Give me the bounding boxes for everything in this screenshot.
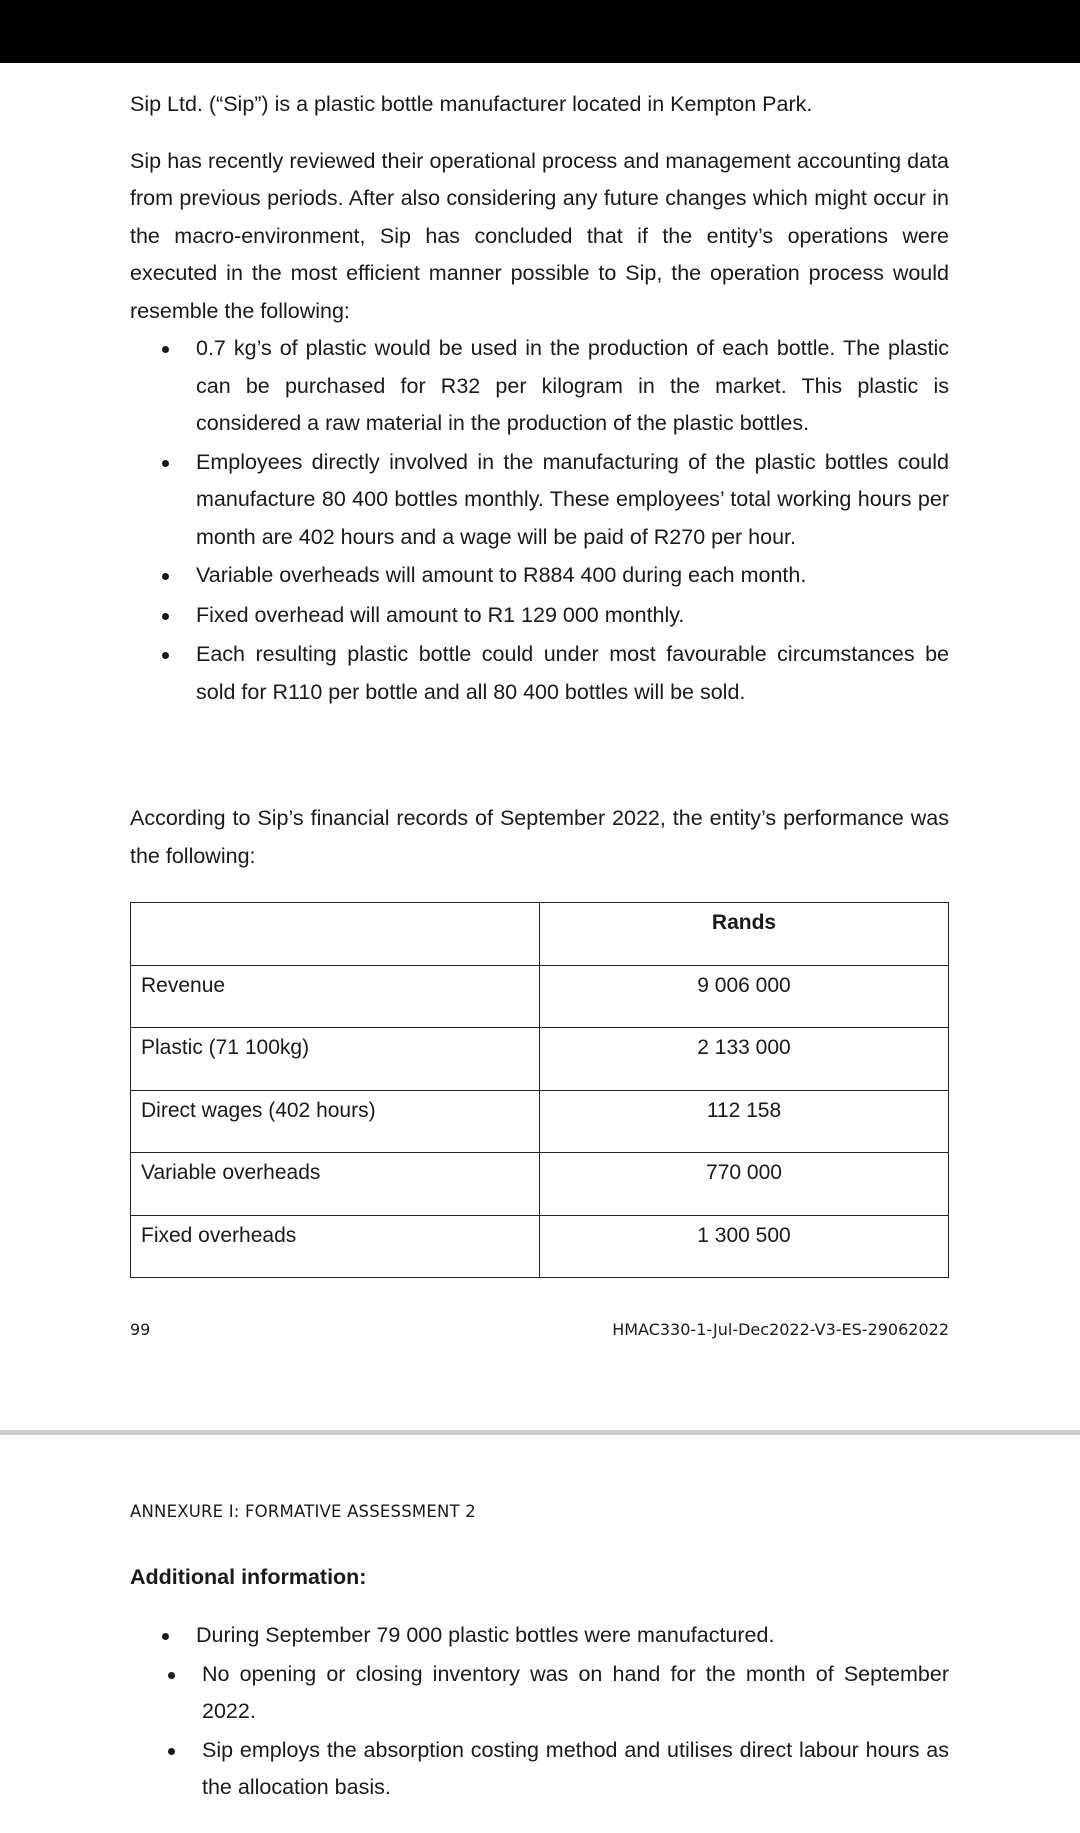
row-label: Variable overheads: [131, 1153, 540, 1216]
row-label: Fixed overheads: [131, 1215, 540, 1278]
review-paragraph: Sip has recently reviewed their operational process and management accounting data from previous periods. After also considering any future changes which might occur in the macro-environment, Sip has concluded that if the entity’s operations were executed in the most efficient manner possible to Sip, the operation process would resemble the following:: [130, 148, 949, 323]
page-divider: [0, 1430, 1080, 1435]
page-number: 99: [130, 1320, 151, 1339]
additional-information-list: [130, 1617, 949, 1808]
table-row: [131, 1090, 949, 1153]
row-label: Revenue: [131, 965, 540, 1028]
bullet-icon: [168, 1748, 175, 1755]
additional-information-heading: Additional information:: [130, 1565, 367, 1589]
list-item: Employees directly involved in the manufacturing of the plastic bottles could manufacture 80 400 bottles monthly. These employees’ total working hours per month are 402 hours and a wage will be paid of R270 per hour.: [130, 444, 949, 557]
document-code: HMAC330-1-Jul-Dec2022-V3-ES-29062022: [612, 1320, 949, 1339]
efficiency-assumptions-list: [130, 330, 949, 711]
list-item: Sip employs the absorption costing method and utilises direct labour hours as the allocation basis.: [130, 1732, 949, 1807]
page-1-body: [130, 86, 949, 712]
table-header-rands: Rands: [540, 903, 949, 966]
intro-paragraph: Sip Ltd. (“Sip”) is a plastic bottle manufacturer located in Kempton Park.: [130, 92, 813, 116]
table-row: [131, 965, 949, 1028]
according-paragraph: According to Sip’s financial records of September 2022, the entity’s performance was the following:: [130, 806, 949, 868]
list-item: 0.7 kg’s of plastic would be used in the production of each bottle. The plastic can be purchased for R32 per kilogram in the market. This plastic is considered a raw material in the production of the plastic bottles.: [130, 330, 949, 443]
row-label: Plastic (71 100kg): [131, 1028, 540, 1091]
row-value: 770 000: [540, 1153, 949, 1216]
list-item: No opening or closing inventory was on hand for the month of September 2022.: [130, 1656, 949, 1731]
annexure-header: ANNEXURE I: FORMATIVE ASSESSMENT 2: [130, 1502, 476, 1521]
list-item: Fixed overhead will amount to R1 129 000 monthly.: [130, 597, 949, 635]
bullet-icon: [162, 346, 169, 353]
list-item: Each resulting plastic bottle could under most favourable circumstances be sold for R110 per bottle and all 80 400 bottles will be sold.: [130, 636, 949, 711]
bullet-icon: [162, 573, 169, 580]
row-value: 2 133 000: [540, 1028, 949, 1091]
list-item: Variable overheads will amount to R884 400 during each month.: [130, 557, 949, 595]
bullet-icon: [168, 1672, 175, 1679]
row-label: Direct wages (402 hours): [131, 1090, 540, 1153]
bullet-icon: [162, 460, 169, 467]
table-row: [131, 1028, 949, 1091]
table-header-blank: [131, 903, 540, 966]
bullet-icon: [162, 652, 169, 659]
row-value: 1 300 500: [540, 1215, 949, 1278]
bullet-icon: [162, 1633, 169, 1640]
table-row: [131, 1153, 949, 1216]
table-row: [131, 1215, 949, 1278]
table-header-row: [131, 903, 949, 966]
financial-records-table: [130, 902, 949, 1278]
bullet-icon: [162, 613, 169, 620]
row-value: 9 006 000: [540, 965, 949, 1028]
row-value: 112 158: [540, 1090, 949, 1153]
top-black-bar: [0, 0, 1080, 63]
list-item: During September 79 000 plastic bottles were manufactured.: [130, 1617, 949, 1655]
